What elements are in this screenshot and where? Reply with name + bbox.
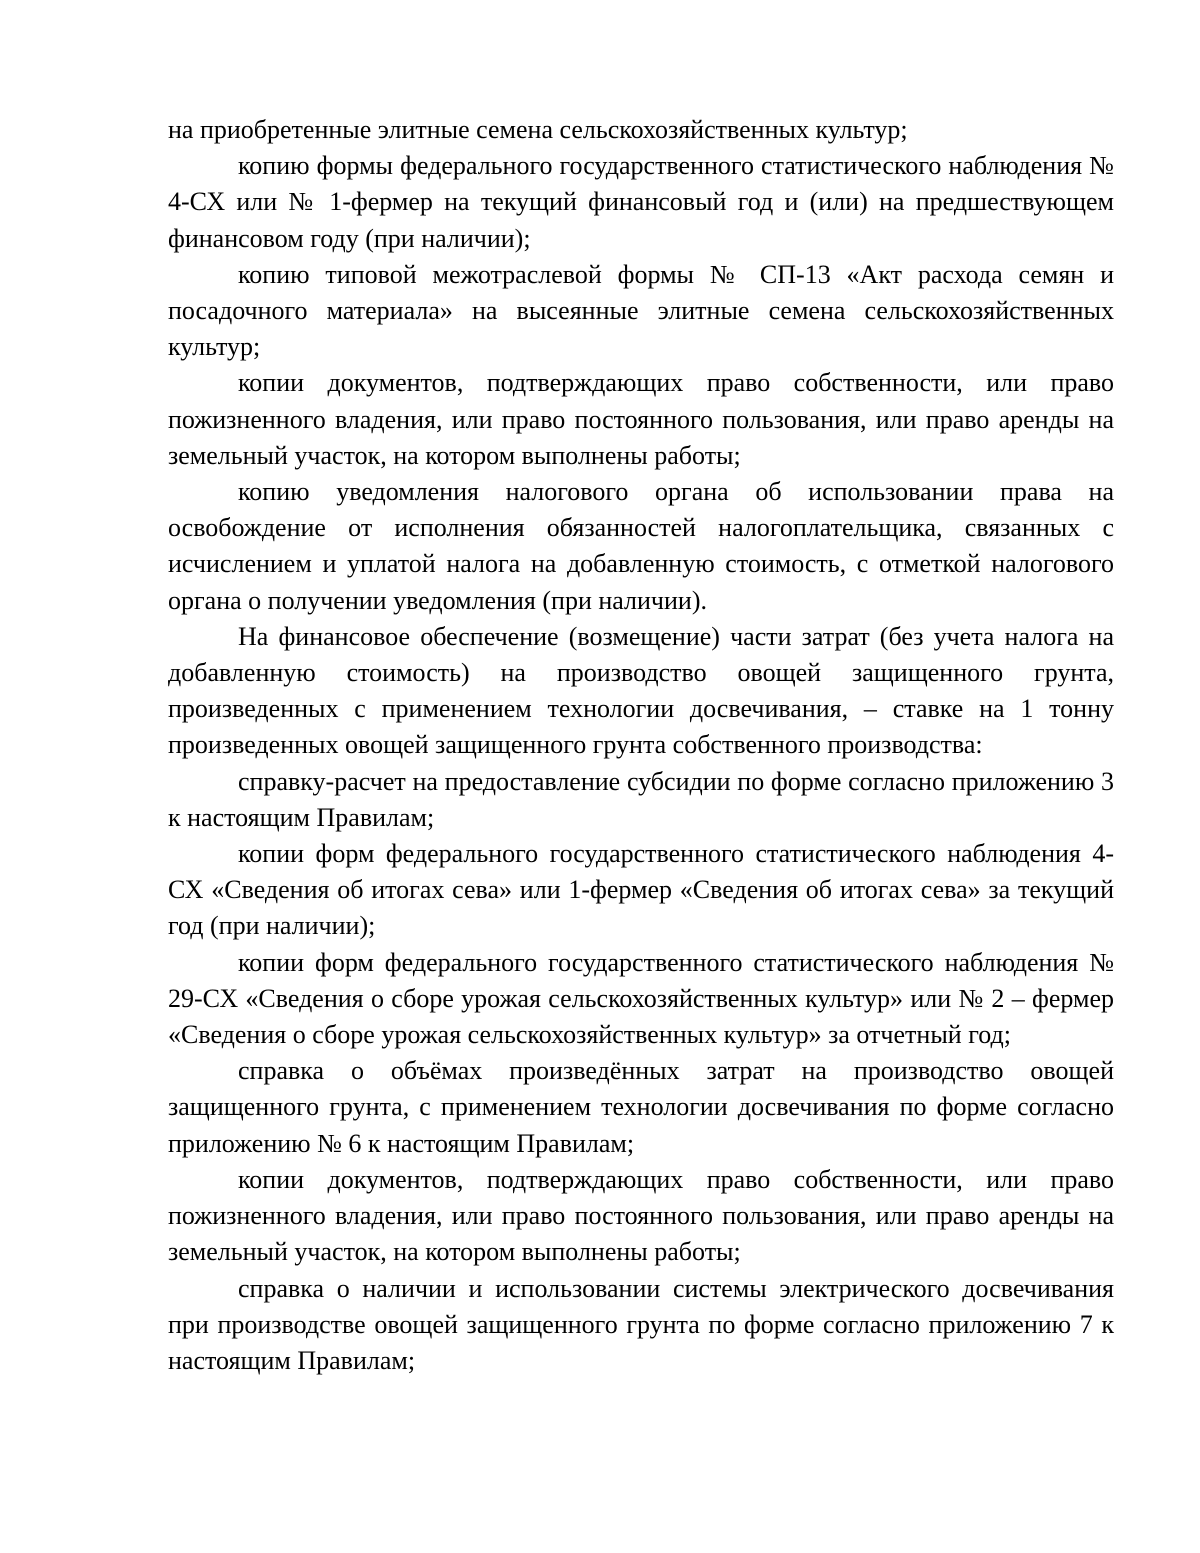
paragraph-land-rights-copy-2: копии документов, подтверждающих право собственности, или право пожизненного владения, или право постоянного пользования, или право аренды на земельный участок, на котором выполнены работы;	[168, 1164, 1114, 1267]
paragraph-greenhouse-financing: На финансовое обеспечение (возмещение) части затрат (без учета налога на добавленную стоимость) на производство овощей защищенного грунта, произведенных с применением технологии досвечивания, – ставке на 1 тонну произведенных овощей защищенного грунта собственного производства:	[168, 621, 1114, 760]
paragraph-continuation: на приобретенные элитные семена сельскохозяйственных культур;	[168, 115, 908, 144]
document-body	[168, 112, 1114, 1379]
paragraph-subsidy-calculation: справку-расчет на предоставление субсидии по форме согласно приложению 3 к настоящим Правилам;	[168, 766, 1114, 832]
paragraph-tax-notice-copy: копию уведомления налогового органа об использовании права на освобождение от исполнения обязанностей налогоплательщика, связанных с исчислением и уплатой налога на добавленную стоимость, с отметкой налогового органа о получении уведомления (при наличии).	[168, 477, 1114, 615]
paragraph-sowing-forms-copy: копии форм федерального государственного статистического наблюдения 4-СХ «Сведения об итогах сева» или 1-фермер «Сведения об итогах сева» за текущий год (при наличии);	[168, 839, 1114, 941]
paragraph-form-4sh-copy: копию формы федерального государственного статистического наблюдения № 4-СХ или № 1-фермер на текущий финансовый год и (или) на предшествующем финансовом году (при наличии);	[168, 151, 1114, 253]
paragraph-form-sp13-copy: копию типовой межотраслевой формы № СП-13 «Акт расхода семян и посадочного материала» на высеянные элитные семена сельскохозяйственных культур;	[168, 259, 1114, 362]
paragraph-harvest-forms-copy: копии форм федерального государственного статистического наблюдения № 29-СХ «Сведения о сборе урожая сельскохозяйственных культур» или № 2 – фермер «Сведения о сборе урожая сельскохозяйственных культур» за отчетный год;	[168, 947, 1114, 1050]
paragraph-costs-certificate: справка о объёмах произведённых затрат на производство овощей защищенного грунта, с применением технологии досвечивания по форме согласно приложению № 6 к настоящим Правилам;	[168, 1056, 1114, 1158]
paragraph-land-rights-copy: копии документов, подтверждающих право собственности, или право пожизненного владения, или право постоянного пользования, или право аренды на земельный участок, на котором выполнены работы;	[168, 368, 1114, 470]
paragraph-lighting-system-certificate: справка о наличии и использовании системы электрического досвечивания при производстве овощей защищенного грунта по форме согласно приложению 7 к настоящим Правилам;	[168, 1273, 1114, 1375]
